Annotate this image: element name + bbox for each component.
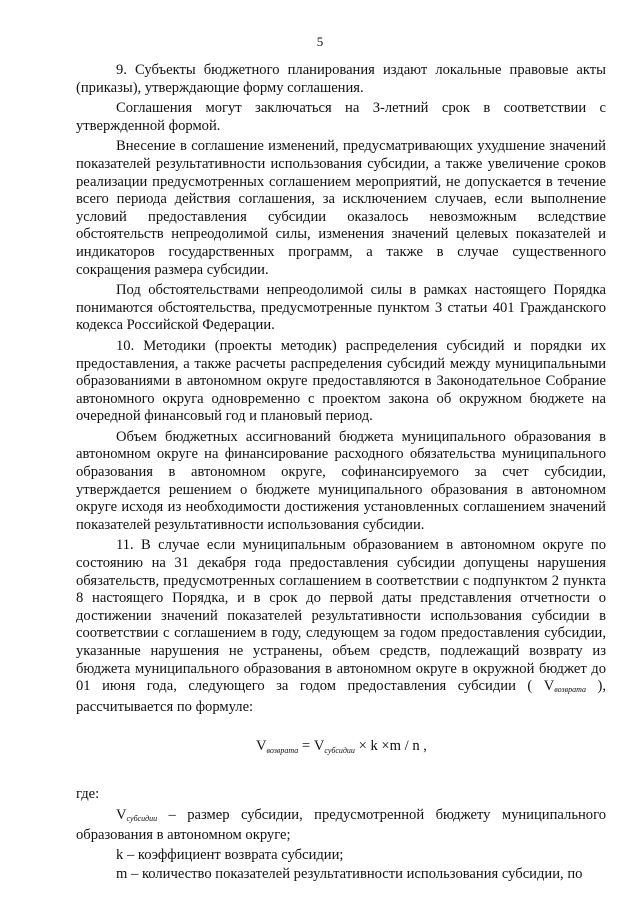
def-v-text: – размер субсидии, предусмотренной бюджету муниципального образования в автономном округе;: [76, 806, 606, 844]
formula-v-subsidy: V: [313, 738, 325, 755]
definition-m: m – количество показателей результативности использования субсидии, по: [116, 866, 583, 883]
paragraph-9: 9. Субъекты бюджетного планирования издают локальные правовые акты (приказы), утверждающие форму соглашения.: [76, 62, 606, 96]
paragraph-agreement-term: Соглашения могут заключаться на 3-летний срок в соответствии с утвержденной формой.: [76, 100, 606, 134]
formula-v-subsidy-subscript: субсидии: [324, 746, 355, 756]
definition-k: k – коэффициент возврата субсидии;: [116, 846, 344, 863]
paragraph-budget-allocations: Объем бюджетных ассигнований бюджета муниципального образования в автономном округе на финансирование расходного обязательства муниципального образования в автономном округе, софинансируемого за счет субсидии, утверждается решением о бюджете муниципального образования в автономном округе исходя из необходимости достижения установленных соглашением значений показателей результативности использования субсидии.: [76, 428, 606, 533]
v-return-subscript: возврата: [554, 685, 586, 695]
where-label: где:: [76, 785, 100, 802]
formula-equals: =: [298, 738, 314, 755]
formula-rest: × k ×m / n ,: [354, 738, 427, 755]
paragraph-11-end: ), рассчитывается по формуле:: [76, 678, 606, 715]
definition-v-subsidy: [76, 807, 606, 845]
paragraph-10: 10. Методики (проекты методик) распределения субсидий и порядки их предоставления, а также расчеты распределения субсидий между муниципальными образованиями в автономном округе предоставляются в Законодательное Собрание автономного округа одновременно с проектом закона об окружном бюджете на очередной финансовый год и плановый период.: [76, 337, 606, 425]
paragraph-force-majeure: Под обстоятельствами непреодолимой силы в рамках настоящего Порядка понимаются обстоятельства, предусмотренные пунктом 3 статьи 401 Гражданского кодекса Российской Федерации.: [76, 282, 606, 334]
return-formula: [76, 738, 606, 760]
paragraph-agreement-changes: Внесение в соглашение изменений, предусматривающих ухудшение значений показателей результативности использования субсидии, а также увеличение сроков реализации предусмотренных соглашением мероприятий, не допускается в течение всего периода действия соглашения, за исключением случаев, если выполнение условий предоставления субсидии оказалось невозможным вследствие обстоятельств непреодолимой силы, изменения значений целевых показателей и индикаторов государственных программ, а также в случае существенного сокращения размера субсидии.: [76, 138, 606, 278]
document-body: [76, 62, 606, 886]
v-return-symbol: V: [543, 678, 555, 695]
paragraph-11-text: 11. В случае если муниципальным образованием в автономном округе по состоянию на 31 декабря года предоставления субсидии допущены нарушения обязательств, предусмотренных соглашением в соответствии с подпунктом 2 пункта 8 настоящего Порядка, и в срок до первой даты представления отчетности о достижении значений показателей результативности использования субсидии в соответствии с соглашением в году, следующем за годом предоставления субсидии, указанные нарушения не устранены, объем средств, подлежащий возврату из бюджета муниципального образования в автономном округе в окружной бюджет до 01 июня года, следующего за годом предоставления субсидии (: [76, 537, 606, 695]
def-v-symbol: V: [116, 806, 127, 823]
formula-lhs: V: [256, 738, 267, 755]
def-v-subscript: субсидии: [126, 813, 158, 823]
formula-lhs-subscript: возврата: [266, 746, 299, 756]
page-number: 5: [316, 34, 324, 49]
paragraph-11: [76, 537, 606, 716]
